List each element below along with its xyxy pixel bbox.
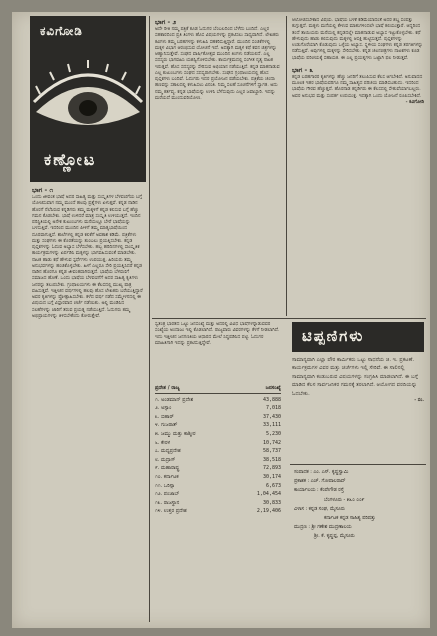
census-row-value: 30,833	[262, 499, 281, 506]
imprint-publisher: ಪ್ರಕಾಶಕ : ಎಚ್. ಗೋಪಾಲರಾವ್	[294, 479, 346, 485]
census-row	[155, 464, 281, 473]
section-rule	[152, 318, 426, 319]
notes-column	[292, 356, 424, 456]
census-row	[155, 456, 281, 465]
column-3	[292, 18, 424, 316]
census-header-row	[155, 384, 281, 394]
imprint-address-2: ಕರ್ನಾಟಕ ಕನ್ನಡ ಸಾಹಿತ್ಯ ಪರಿಷತ್ತು	[324, 516, 376, 522]
census-row-name: ೩. ಬಿಹಾರ್	[155, 413, 174, 420]
census-row	[155, 490, 281, 499]
census-row-name: ೫. ಜಮ್ಮು ಮತ್ತು ಕಾಶ್ಮೀರ	[155, 430, 196, 437]
census-row-value: 10,742	[262, 439, 281, 446]
imprint-office: ಕಾರ್ಯಾಲಯ : ಕೆಂಪೇಗೌಡ ರಸ್ತೆ	[294, 488, 344, 494]
census-row-value: 30,174	[262, 473, 281, 480]
col2-body: ಅದೇ ರೀತಿ ನಮ್ಮ ಪತ್ರಿಕೆ ಕೂಡ ಓದುಗರ ಬೆಂಬಲದಿಂದ ಬೆಳೆದು ಬಂದಿದೆ. ಎಲ್ಲರ ಸಹಕಾರದಿಂದ ಪ್ರತಿ ತಿಂಗಳು ಹೊಸ ವಿಷಯಗಳನ್ನು ಪ್ರಕಟಿಸಲು ಸಾಧ್ಯವಾಗಿದೆ. ಲೇಖಕರು ಕವಿಗಳು ತಮ್ಮ ಬರಹಗಳನ್ನು ಕಳುಹಿಸಿ ಸಹಕರಿಸುತ್ತಿದ್ದಾರೆ. ಮುಂದಿನ ಸಂಚಿಕೆಗಳಲ್ಲಿ ಮಕ್ಕಳ ವಿಭಾಗ ಆರಂಭಿಸುವ ಯೋಚನೆ ಇದೆ. ಅದಕ್ಕಾಗಿ ಮಕ್ಕಳ ಕಥೆ ಕವನ ಚಿತ್ರಗಳನ್ನು ಆಹ್ವಾನಿಸುತ್ತೇವೆ. ಸಂಘದ ವಾರ್ಷಿಕೋತ್ಸವ ಮುಂದಿನ ತಿಂಗಳು ನಡೆಯಲಿದೆ. ಎಲ್ಲ ಸದಸ್ಯರು ಭಾಗವಹಿಸಿ ಯಶಸ್ವಿಗೊಳಿಸಬೇಕು. ಕಾರ್ಯಕ್ರಮದಲ್ಲಿ ಸಂಗೀತ ನೃತ್ಯ ನಾಟಕ ಇರುತ್ತವೆ. ಹೊಸ ಸದಸ್ಯರನ್ನು ಸೇರಿಸುವ ಅಭಿಯಾನ ನಡೆಯುತ್ತಿದೆ. ಕನ್ನಡ ಮಾತನಾಡುವ ಎಲ್ಲ ಕುಟುಂಬಗಳು ಸಂಘದ ಸದಸ್ಯರಾಗಬೇಕು. ಸಂಘದ ಗ್ರಂಥಾಲಯದಲ್ಲಿ ಹೊಸ ಪುಸ್ತಕಗಳು ಬಂದಿವೆ. ಓದುಗರು ಇದರ ಪ್ರಯೋಜನ ಪಡೆಯಬೇಕು. ಪತ್ರಿಕೆಯ ಚಂದಾ ಹಣವನ್ನು ಸಕಾಲದಲ್ಲಿ ಕಳುಹಿಸಲು ವಿನಂತಿ. ನಿಮ್ಮ ಸಲಹೆ ಸೂಚನೆಗಳಿಗೆ ಸ್ವಾಗತ. ಅದು ನಮ್ಮ ಕರ್ತವ್ಯ. ಕನ್ನಡ ಭಾಷೆಯನ್ನು ಉಳಿಸಿ ಬೆಳೆಸುವುದು ಎಲ್ಲರ ಜವಾಬ್ದಾರಿ. ಇದನ್ನು ಮರೆಯದೆ ಮುಂದುವರಿಯೋಣ.	[155, 27, 280, 101]
imprint-printer: ಮುದ್ರಣ : ಶ್ರೀ ಗಣೇಶ ಮುದ್ರಣಾಲಯ	[294, 525, 352, 531]
census-row-value: 37,430	[262, 413, 281, 420]
census-row-name: ೧೨. ಪಂಜಾಬ್	[155, 491, 180, 498]
census-row-value: 72,893	[262, 465, 281, 472]
eye-illustration	[30, 42, 146, 142]
column-divider-1	[149, 16, 150, 622]
census-row-name: ೬. ಕೇರಳ	[155, 439, 171, 446]
column-1	[32, 186, 144, 622]
col1-section-heading: ಭಾಗ - ೧	[32, 186, 54, 194]
census-row-name: ೨. ಅಸ್ಸಾಂ	[155, 405, 172, 412]
column-divider-2	[286, 16, 287, 316]
census-intro-text: ಸ್ವತಂತ್ರ ಭಾರತದ ಒಟ್ಟು ಜನಸಂಖ್ಯೆ ಮತ್ತು ಅದರಲ್ಲಿ ವಿವಿಧ ಭಾಷೆಗಳನ್ನಾಡುವವರ ಸಂಖ್ಯೆಯ ಅಂದಾಜು ಇಲ್ಲಿ ಕೊಡಲಾಗಿದೆ. ರಾಜ್ಯವಾರು ವಿವರಗಳನ್ನು ಕೆಳಗೆ ನೀಡಲಾಗಿದೆ. ಇದು ಇತ್ತೀಚಿನ ಜನಗಣತಿಯ ಆಧಾರದ ಮೇಲೆ ಸಿದ್ಧಪಡಿಸಿದ ಪಟ್ಟಿ. ಓದುಗರ ಮಾಹಿತಿಗಾಗಿ ಇದನ್ನು ಪ್ರಕಟಿಸುತ್ತಿದ್ದೇವೆ.	[155, 322, 280, 346]
census-row-value: 6,673	[265, 482, 281, 489]
census-table	[155, 384, 281, 516]
census-row-value: 43,888	[262, 396, 281, 403]
col3-signature: - ಕವಿಗೋಡಿ	[405, 99, 424, 105]
column-2	[155, 18, 281, 316]
census-row-name: ೯. ಮಹಾರಾಷ್ಟ್ರ	[155, 465, 180, 472]
notes-body: ಸಾಮಾನ್ಯವಾಗಿ ಎಲ್ಲಾ ಪೌರ ಕಾರ್ಮಿಕರು ಒಟ್ಟು ಸಾಧನೆಯ ಜಿ. ಇ. ಪ್ರಕಟಣೆ. ಕಾರ್ಯಕ್ರಮಗಳ ವಿವರ ಮತ್ತು ಚರ್ಚೆಗಳು ಇಲ್ಲಿ ಸೇರಿವೆ. ಈ ಸಾಲಿನಲ್ಲಿ ಸಾಮಾನ್ಯವಾಗಿ ಕಂಡುಬರುವ ವಿಷಯಗಳನ್ನು ಸಂಗ್ರಹಿಸಿ ಮಾಡಲಾಗಿದೆ. ಈ ಬಗ್ಗೆ ಮಾಡಿದ ಕೆಲಸ ಸಾರ್ವಜನಿಕರ ಗಮನಕ್ಕೆ ತರಲಾಗಿದೆ. ಆಯೋಗದ ವರದಿಯನ್ನು ಓದಬೇಕು.	[292, 357, 418, 397]
census-row	[155, 507, 281, 516]
imprint-rule	[290, 464, 426, 465]
masthead-title: ಕವಿಗೋಡಿ	[40, 24, 83, 38]
census-col-state: ಪ್ರದೇಶ / ರಾಜ್ಯ	[155, 385, 180, 391]
notes-title: ಟಿಪ್ಪಣಿಗಳು	[302, 327, 365, 345]
census-row-value: 2,19,406	[256, 508, 281, 515]
col3-body: ಆಲೋಚಿಸಬೇಕಾದ ವಿಷಯ. ಭಾಷೆಯ ಬಳಕೆ ಕಡಿಮೆಯಾದಂತೆ ಅದರ ಶಬ್ದ ಸಂಪತ್ತು ಕುಗ್ಗುತ್ತದೆ. ಮಕ್ಕಳು ಮನೆಯಲ್ಲಿ ಕೇಳುವ ಮಾತುಗಳಿಂದಲೇ ಭಾಷೆ ಕಲಿಯುತ್ತಾರೆ. ಆದ್ದರಿಂದ ತಂದೆ ತಾಯಿಯರು ಮನೆಯಲ್ಲಿ ಕನ್ನಡದಲ್ಲೇ ಮಾತನಾಡುವ ಅಭ್ಯಾಸ ಇಟ್ಟುಕೊಳ್ಳಬೇಕು. ಕಥೆ ಹೇಳುವುದು ಹಾಡು ಕಲಿಸುವುದು ಮಕ್ಕಳಲ್ಲಿ ಆಸಕ್ತಿ ಹುಟ್ಟಿಸುತ್ತದೆ. ಪುಸ್ತಕಗಳನ್ನು ಉಡುಗೊರೆಯಾಗಿ ಕೊಡುವುದು ಒಳ್ಳೆಯ ಅಭ್ಯಾಸ. ಸ್ಥಳೀಯ ಸಂಘಗಳು ಕನ್ನಡ ತರಗತಿಗಳನ್ನು ನಡೆಸುತ್ತಿವೆ. ಅವುಗಳಲ್ಲಿ ಮಕ್ಕಳನ್ನು ಸೇರಿಸಬೇಕು. ಕನ್ನಡ ಚಲನಚಿತ್ರಗಳು ನಾಟಕಗಳು ಕೂಡ ಭಾಷೆಯ ಪರಿಚಯಕ್ಕೆ ಸಹಾಯಕ. ಈ ಎಲ್ಲ ಪ್ರಯತ್ನಗಳು ಒಟ್ಟಾಗಿ ಫಲ ನೀಡುತ್ತವೆ.	[292, 18, 423, 61]
col1-body: ಒಂದು ಜೀವಂತ ಭಾಷೆ ಅದರ ಸಾಹಿತ್ಯ ಮತ್ತು ಸಂಸ್ಕೃತಿಗಳ ಬೆಳವಣಿಗೆಯ ಬಗ್ಗೆ ಯೋಚಿಸುವಾಗ ನಮ್ಮ ಮುಂದೆ ಹಲವು ಪ್ರಶ್ನೆಗಳು ಏಳುತ್ತವೆ. ಕನ್ನಡ ನಾಡಿನ ಹೊರಗೆ ನೆಲೆಸಿರುವ ಕನ್ನಡಿಗರು ತಮ್ಮ ಮಕ್ಕಳಿಗೆ ಕನ್ನಡ ಕಲಿಸುವ ಬಗ್ಗೆ ಹೆಚ್ಚು ಗಮನ ಕೊಡಬೇಕು. ಭಾಷೆ ಉಳಿದರೆ ಮಾತ್ರ ಸಂಸ್ಕೃತಿ ಉಳಿಯುತ್ತದೆ. ಇಂದಿನ ಪರಿಸ್ಥಿತಿಯಲ್ಲಿ ಅನೇಕ ಕುಟುಂಬಗಳು ಮನೆಯಲ್ಲೂ ಬೇರೆ ಭಾಷೆಯನ್ನು ಬಳಸುತ್ತಿವೆ. ಇದರಿಂದ ಮುಂದಿನ ಪೀಳಿಗೆ ತಮ್ಮ ಮಾತೃಭಾಷೆಯಿಂದ ದೂರವಾಗುತ್ತಿದೆ. ಶಾಲೆಗಳಲ್ಲಿ ಕನ್ನಡ ಕಲಿಕೆಗೆ ಅವಕಾಶ ಕಡಿಮೆ. ಪತ್ರಿಕೆಗಳು ಮತ್ತು ಸಂಘಗಳು ಈ ಕೊರತೆಯನ್ನು ತುಂಬಲು ಪ್ರಯತ್ನಿಸಬೇಕು. ಕನ್ನಡ ಪುಸ್ತಕಗಳನ್ನು ಓದುವ ಅಭ್ಯಾಸ ಬೆಳೆಸಬೇಕು. ಹಬ್ಬ ಹರಿದಿನಗಳಲ್ಲಿ ಸಾಂಸ್ಕೃತಿಕ ಕಾರ್ಯಕ್ರಮಗಳನ್ನು ಏರ್ಪಡಿಸಿ ಮಕ್ಕಳನ್ನು ಭಾಗವಹಿಸುವಂತೆ ಮಾಡಬೇಕು. ನಾಟಕ ಹಾಡು ಕಥೆ ಹೇಳುವ ಸ್ಪರ್ಧೆಗಳು ಉಪಯುಕ್ತ. ಹಿರಿಯರು ತಮ್ಮ ಅನುಭವಗಳನ್ನು ಹಂಚಿಕೊಳ್ಳಬೇಕು. ಹೀಗೆ ಎಲ್ಲರೂ ಸೇರಿ ಪ್ರಯತ್ನಿಸಿದರೆ ಕನ್ನಡ ನಾಡಿನ ಹೊರಗೂ ಕನ್ನಡ ಜೀವಂತವಾಗಿರುತ್ತದೆ. ಭಾಷೆಯ ಬೆಳವಣಿಗೆ ಸಮಾಜದ ಹೊಣೆ. ಒಂದು ಭಾಷೆಯ ಬೆಳವಣಿಗೆಗೆ ಅದರ ಸಾಹಿತ್ಯ ಕೃತಿಗಳು ಜನರನ್ನು ತಲುಪಬೇಕು. ಗ್ರಂಥಾಲಯಗಳು ಈ ಕೆಲಸದಲ್ಲಿ ಮುಖ್ಯ ಪಾತ್ರ ವಹಿಸುತ್ತವೆ. ಇತ್ತೀಚಿನ ವರ್ಷಗಳಲ್ಲಿ ಹಲವು ಹೊಸ ಲೇಖಕರು ಬರೆಯುತ್ತಿದ್ದಾರೆ ಅವರ ಕೃತಿಗಳನ್ನು ಪ್ರೋತ್ಸಾಹಿಸಬೇಕು. ಕಳೆದ ವರ್ಷ ನಡೆದ ಸಮ್ಮೇಳನದಲ್ಲಿ ಈ ವಿಷಯದ ಬಗ್ಗೆ ವಿಸ್ತಾರವಾದ ಚರ್ಚೆ ನಡೆಯಿತು. ಅಲ್ಲಿ ಮಂಡಿಸಿದ ಸಲಹೆಗಳನ್ನು ಜಾರಿಗೆ ತರುವ ಪ್ರಯತ್ನ ನಡೆಯುತ್ತಿದೆ. ಓದುಗರು ತಮ್ಮ ಅಭಿಪ್ರಾಯಗಳನ್ನು ತಿಳಿಸಬೇಕೆಂದು ಕೋರುತ್ತೇವೆ.	[32, 195, 143, 319]
census-row-name: ೮. ಮದ್ರಾಸ್	[155, 456, 176, 463]
census-row-name: ೭. ಮಧ್ಯಪ್ರದೇಶ	[155, 448, 181, 455]
census-col-pop: ಜನಸಂಖ್ಯೆ	[265, 385, 281, 391]
col3-body-2: ಕನ್ನಡ ಬರಹಗಾರರ ಕೃತಿಗಳನ್ನು ಹೆಚ್ಚು ಜನರಿಗೆ ತಲುಪಿಸುವ ಕೆಲಸ ಆಗಬೇಕಿದೆ. ಅನುವಾದದ ಮೂಲಕ ಇತರ ಭಾಷೆಯವರಿಗೂ ನಮ್ಮ ಸಾಹಿತ್ಯದ ಪರಿಚಯ ಮಾಡಿಸಬಹುದು. ಇದರಿಂದ ಭಾಷೆಯ ಗೌರವ ಹೆಚ್ಚುತ್ತದೆ. ಹೊರನಾಡ ಕನ್ನಡಿಗರು ಈ ಕೆಲಸದಲ್ಲಿ ಸೇತುವೆಯಾಗಬಲ್ಲರು. ಅವರ ಅನುಭವ ಮತ್ತು ಸಂಪರ್ಕ ಉಪಯುಕ್ತ. ಇದಕ್ಕಾಗಿ ಒಂದು ಯೋಜನೆ ರೂಪಿಸಬೇಕಿದೆ.	[292, 74, 423, 99]
census-row-name: ೧೧. ಒರಿಸ್ಸಾ	[155, 482, 175, 489]
census-row-name: ೧೦. ಕರ್ನಾಟಕ	[155, 473, 179, 480]
census-row-name: ೧೪. ಉತ್ತರ ಪ್ರದೇಶ	[155, 508, 187, 515]
census-row-value: 1,04,454	[256, 491, 281, 498]
masthead-banner	[30, 16, 146, 182]
census-row	[155, 404, 281, 413]
census-row	[155, 447, 281, 456]
masthead-subtitle: ಕಣ್ಣೋಟ	[44, 150, 97, 169]
imprint-city: ಬೆಂಗಳೂರು - ೫೬೦ ೦೦೯	[324, 497, 365, 503]
census-row-value: 33,111	[262, 422, 281, 429]
census-row	[155, 439, 281, 448]
imprint-address: ವಿಳಾಸ : ಕನ್ನಡ ಸಂಘ, ಮೈಸೂರು	[294, 506, 345, 512]
census-row	[155, 430, 281, 439]
census-row-value: 5,230	[265, 430, 281, 437]
census-row	[155, 473, 281, 482]
census-intro	[155, 322, 281, 380]
census-row	[155, 396, 281, 405]
census-row-name: ೧೩. ರಾಜಸ್ಥಾನ	[155, 499, 180, 506]
census-row-value: 7,018	[265, 405, 281, 412]
magazine-page	[12, 12, 430, 628]
imprint-block	[294, 468, 424, 542]
census-row	[155, 499, 281, 508]
census-row-name: ೧. ಅಂಡಮಾನ್ ಪ್ರದೇಶ	[155, 396, 194, 403]
census-row	[155, 413, 281, 422]
census-row	[155, 421, 281, 430]
census-row-value: 38,518	[262, 456, 281, 463]
census-row	[155, 482, 281, 491]
census-row-name: ೪. ಗುಜರಾತ್	[155, 422, 178, 429]
col2-section-heading: ಭಾಗ - ೨	[155, 18, 177, 26]
notes-signature: - ಸಂ.	[414, 398, 424, 404]
imprint-printer-2: ಶ್ರೀ. ಕೆ. ಕೃಷ್ಣಪ್ಪ, ಮೈಸೂರು	[314, 534, 355, 540]
notes-banner	[292, 322, 424, 352]
imprint-editor: ಸಂಪಾದಕ : ಎಂ. ಎಸ್. ಕೃಷ್ಣಸ್ವಾಮಿ	[294, 470, 349, 475]
col3-section-heading: ಭಾಗ - ೩	[292, 65, 314, 74]
census-row-value: 58,737	[262, 448, 281, 455]
census-rows	[155, 396, 281, 516]
